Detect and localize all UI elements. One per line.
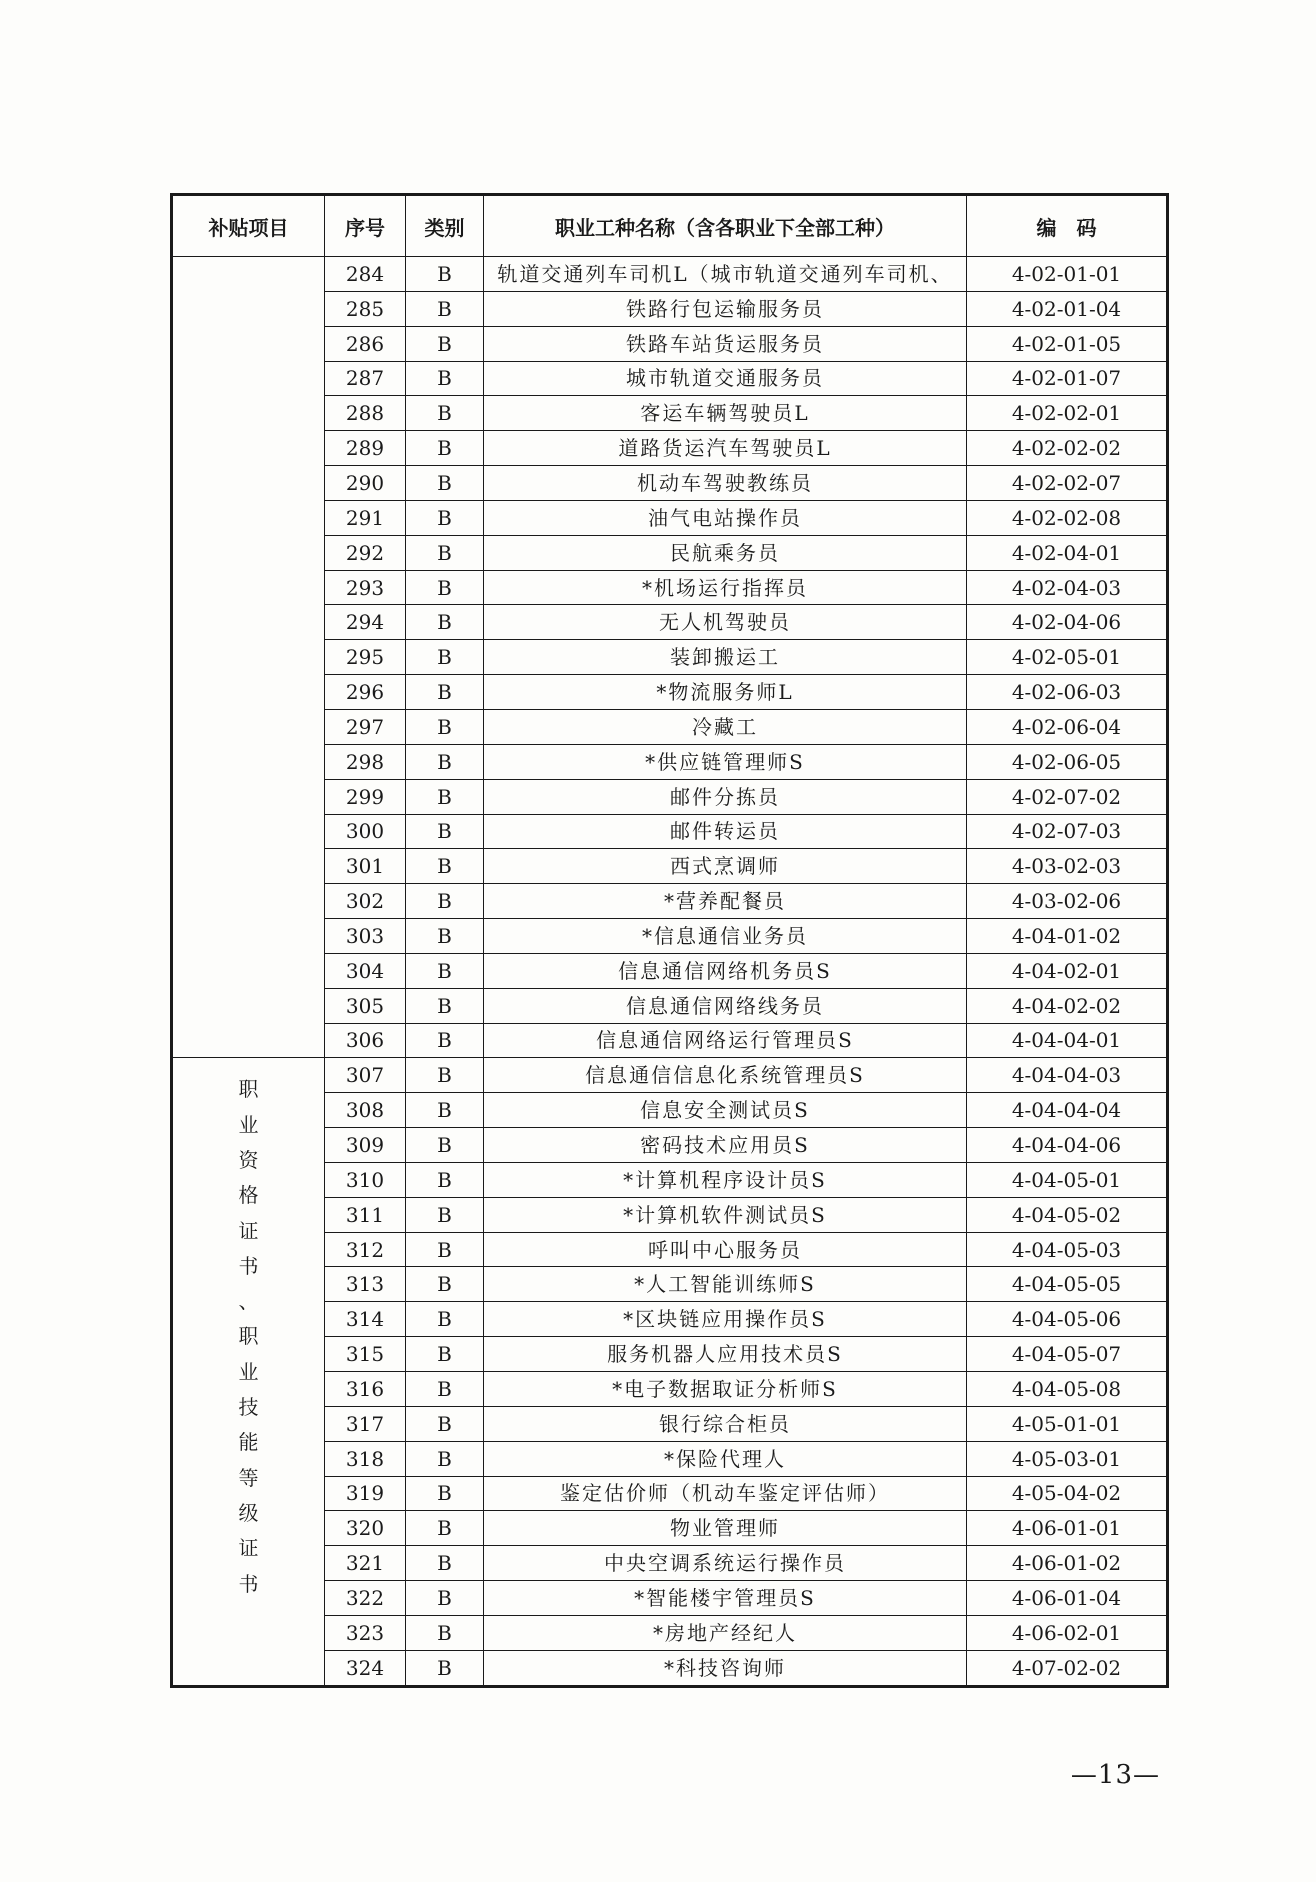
category-cell: B	[406, 814, 484, 849]
occupation-name-cell: *科技咨询师	[484, 1650, 967, 1686]
category-cell: B	[406, 953, 484, 988]
header-subsidy-item: 补贴项目	[172, 195, 325, 257]
occupation-name-cell: *机场运行指挥员	[484, 570, 967, 605]
subsidy-item-char: 业	[238, 1359, 259, 1384]
occupation-name-cell: *物流服务师L	[484, 675, 967, 710]
code-cell: 4-05-01-01	[967, 1406, 1168, 1441]
code-cell: 4-02-06-05	[967, 744, 1168, 779]
occupation-name-cell: *计算机程序设计员S	[484, 1162, 967, 1197]
subsidy-item-cell	[172, 1058, 325, 1686]
seq-cell: 311	[325, 1197, 406, 1232]
category-cell: B	[406, 1406, 484, 1441]
seq-cell: 290	[325, 466, 406, 501]
table-row	[172, 1058, 1168, 1093]
seq-cell: 298	[325, 744, 406, 779]
occupation-name-cell: 密码技术应用员S	[484, 1128, 967, 1163]
category-cell: B	[406, 779, 484, 814]
seq-cell: 324	[325, 1650, 406, 1686]
occupation-name-cell: 信息通信信息化系统管理员S	[484, 1058, 967, 1093]
category-cell: B	[406, 1337, 484, 1372]
subsidy-item-char: 能	[238, 1430, 259, 1455]
occupation-name-cell: 油气电站操作员	[484, 500, 967, 535]
occupation-name-cell: *智能楼宇管理员S	[484, 1581, 967, 1616]
code-cell: 4-02-04-03	[967, 570, 1168, 605]
category-cell: B	[406, 1372, 484, 1407]
subsidy-item-char: 格	[238, 1183, 259, 1208]
category-cell: B	[406, 431, 484, 466]
occupation-name-cell: 信息通信网络线务员	[484, 988, 967, 1023]
subsidy-item-char: 书	[238, 1253, 259, 1278]
category-cell: B	[406, 1302, 484, 1337]
seq-cell: 310	[325, 1162, 406, 1197]
code-cell: 4-04-05-08	[967, 1372, 1168, 1407]
category-cell: B	[406, 640, 484, 675]
code-cell: 4-04-05-03	[967, 1232, 1168, 1267]
category-cell: B	[406, 1581, 484, 1616]
seq-cell: 288	[325, 396, 406, 431]
category-cell: B	[406, 257, 484, 292]
seq-cell: 309	[325, 1128, 406, 1163]
seq-cell: 287	[325, 361, 406, 396]
seq-cell: 304	[325, 953, 406, 988]
seq-cell: 300	[325, 814, 406, 849]
seq-cell: 315	[325, 1337, 406, 1372]
category-cell: B	[406, 361, 484, 396]
subsidy-item-char: 资	[238, 1148, 259, 1172]
code-cell: 4-06-01-04	[967, 1581, 1168, 1616]
code-cell: 4-04-04-01	[967, 1023, 1168, 1058]
category-cell: B	[406, 1197, 484, 1232]
occupation-name-cell: *区块链应用操作员S	[484, 1302, 967, 1337]
table-header-row	[172, 195, 1168, 257]
category-cell: B	[406, 849, 484, 884]
code-cell: 4-02-07-03	[967, 814, 1168, 849]
seq-cell: 307	[325, 1058, 406, 1093]
table-row	[172, 257, 1168, 292]
header-seq: 序号	[325, 195, 406, 257]
subsidy-item-char: 证	[238, 1536, 259, 1561]
category-cell: B	[406, 1162, 484, 1197]
seq-cell: 299	[325, 779, 406, 814]
subsidy-item-cell-continued	[172, 257, 325, 1058]
occupation-name-cell: 信息安全测试员S	[484, 1093, 967, 1128]
category-cell: B	[406, 744, 484, 779]
code-cell: 4-02-02-02	[967, 431, 1168, 466]
seq-cell: 296	[325, 675, 406, 710]
subsidy-item-char: 职	[238, 1077, 259, 1102]
category-cell: B	[406, 605, 484, 640]
category-cell: B	[406, 988, 484, 1023]
occupation-name-cell: 铁路行包运输服务员	[484, 291, 967, 326]
code-cell: 4-04-04-06	[967, 1128, 1168, 1163]
code-cell: 4-04-01-02	[967, 919, 1168, 954]
occupation-name-cell: 呼叫中心服务员	[484, 1232, 967, 1267]
occupation-name-cell: 民航乘务员	[484, 535, 967, 570]
category-cell: B	[406, 291, 484, 326]
category-cell: B	[406, 1546, 484, 1581]
seq-cell: 292	[325, 535, 406, 570]
occupation-name-cell: 冷藏工	[484, 709, 967, 744]
occupation-name-cell: *供应链管理师S	[484, 744, 967, 779]
code-cell: 4-07-02-02	[967, 1650, 1168, 1686]
code-cell: 4-02-01-05	[967, 326, 1168, 361]
subsidy-item-char: 、	[238, 1289, 259, 1314]
category-cell: B	[406, 675, 484, 710]
subsidy-item-char: 证	[238, 1218, 259, 1243]
code-cell: 4-02-02-01	[967, 396, 1168, 431]
seq-cell: 320	[325, 1511, 406, 1546]
category-cell: B	[406, 1058, 484, 1093]
seq-cell: 321	[325, 1546, 406, 1581]
occupation-name-cell: 银行综合柜员	[484, 1406, 967, 1441]
code-cell: 4-02-01-04	[967, 291, 1168, 326]
code-cell: 4-02-04-01	[967, 535, 1168, 570]
page-number: —13—	[1070, 1760, 1160, 1790]
seq-cell: 308	[325, 1093, 406, 1128]
code-cell: 4-06-02-01	[967, 1615, 1168, 1650]
category-cell: B	[406, 466, 484, 501]
seq-cell: 297	[325, 709, 406, 744]
code-cell: 4-02-01-01	[967, 257, 1168, 292]
code-cell: 4-04-05-06	[967, 1302, 1168, 1337]
occupation-name-cell: *电子数据取证分析师S	[484, 1372, 967, 1407]
category-cell: B	[406, 919, 484, 954]
subsidy-item-char: 职	[238, 1324, 259, 1349]
category-cell: B	[406, 709, 484, 744]
category-cell: B	[406, 500, 484, 535]
seq-cell: 314	[325, 1302, 406, 1337]
seq-cell: 289	[325, 431, 406, 466]
category-cell: B	[406, 1267, 484, 1302]
occupation-name-cell: 信息通信网络机务员S	[484, 953, 967, 988]
code-cell: 4-02-04-06	[967, 605, 1168, 640]
subsidy-item-char: 级	[238, 1500, 259, 1525]
code-cell: 4-04-05-02	[967, 1197, 1168, 1232]
seq-cell: 285	[325, 291, 406, 326]
occupation-name-cell: *营养配餐员	[484, 884, 967, 919]
occupation-name-cell: 服务机器人应用技术员S	[484, 1337, 967, 1372]
seq-cell: 286	[325, 326, 406, 361]
table-body	[172, 257, 1168, 1687]
occupation-subsidy-table	[170, 193, 1169, 1688]
occupation-name-cell: *房地产经纪人	[484, 1615, 967, 1650]
code-cell: 4-02-05-01	[967, 640, 1168, 675]
subsidy-item-vertical-text	[173, 1058, 324, 1686]
code-cell: 4-06-01-02	[967, 1546, 1168, 1581]
seq-cell: 305	[325, 988, 406, 1023]
seq-cell: 323	[325, 1615, 406, 1650]
code-cell: 4-03-02-03	[967, 849, 1168, 884]
occupation-name-cell: 信息通信网络运行管理员S	[484, 1023, 967, 1058]
category-cell: B	[406, 884, 484, 919]
subsidy-item-char: 等	[238, 1465, 259, 1490]
code-cell: 4-02-02-07	[967, 466, 1168, 501]
occupation-name-cell: 鉴定估价师（机动车鉴定评估师）	[484, 1476, 967, 1511]
header-code: 编 码	[967, 195, 1168, 257]
category-cell: B	[406, 1232, 484, 1267]
category-cell: B	[406, 570, 484, 605]
seq-cell: 303	[325, 919, 406, 954]
category-cell: B	[406, 1476, 484, 1511]
seq-cell: 301	[325, 849, 406, 884]
seq-cell: 313	[325, 1267, 406, 1302]
code-cell: 4-04-04-04	[967, 1093, 1168, 1128]
occupation-name-cell: 西式烹调师	[484, 849, 967, 884]
seq-cell: 295	[325, 640, 406, 675]
category-cell: B	[406, 396, 484, 431]
code-cell: 4-05-04-02	[967, 1476, 1168, 1511]
code-cell: 4-02-06-03	[967, 675, 1168, 710]
seq-cell: 322	[325, 1581, 406, 1616]
code-cell: 4-02-01-07	[967, 361, 1168, 396]
code-cell: 4-04-05-01	[967, 1162, 1168, 1197]
seq-cell: 312	[325, 1232, 406, 1267]
code-cell: 4-04-02-01	[967, 953, 1168, 988]
occupation-name-cell: 物业管理师	[484, 1511, 967, 1546]
category-cell: B	[406, 1093, 484, 1128]
seq-cell: 319	[325, 1476, 406, 1511]
seq-cell: 302	[325, 884, 406, 919]
code-cell: 4-06-01-01	[967, 1511, 1168, 1546]
header-category: 类别	[406, 195, 484, 257]
category-cell: B	[406, 1441, 484, 1476]
code-cell: 4-02-07-02	[967, 779, 1168, 814]
code-cell: 4-04-05-07	[967, 1337, 1168, 1372]
seq-cell: 317	[325, 1406, 406, 1441]
category-cell: B	[406, 1615, 484, 1650]
category-cell: B	[406, 326, 484, 361]
occupation-name-cell: 邮件分拣员	[484, 779, 967, 814]
seq-cell: 284	[325, 257, 406, 292]
seq-cell: 291	[325, 500, 406, 535]
occupation-name-cell: 轨道交通列车司机L（城市轨道交通列车司机、	[484, 257, 967, 292]
seq-cell: 294	[325, 605, 406, 640]
occupation-name-cell: *计算机软件测试员S	[484, 1197, 967, 1232]
subsidy-item-char: 技	[238, 1395, 259, 1420]
occupation-name-cell: *信息通信业务员	[484, 919, 967, 954]
occupation-name-cell: 无人机驾驶员	[484, 605, 967, 640]
seq-cell: 293	[325, 570, 406, 605]
code-cell: 4-05-03-01	[967, 1441, 1168, 1476]
code-cell: 4-03-02-06	[967, 884, 1168, 919]
seq-cell: 316	[325, 1372, 406, 1407]
code-cell: 4-04-05-05	[967, 1267, 1168, 1302]
category-cell: B	[406, 1511, 484, 1546]
occupation-name-cell: 装卸搬运工	[484, 640, 967, 675]
occupation-name-cell: 客运车辆驾驶员L	[484, 396, 967, 431]
seq-cell: 306	[325, 1023, 406, 1058]
category-cell: B	[406, 1128, 484, 1163]
category-cell: B	[406, 535, 484, 570]
occupation-name-cell: 城市轨道交通服务员	[484, 361, 967, 396]
code-cell: 4-02-02-08	[967, 500, 1168, 535]
code-cell: 4-04-04-03	[967, 1058, 1168, 1093]
subsidy-item-char: 书	[238, 1571, 259, 1596]
category-cell: B	[406, 1650, 484, 1686]
occupation-name-cell: *人工智能训练师S	[484, 1267, 967, 1302]
seq-cell: 318	[325, 1441, 406, 1476]
occupation-name-cell: *保险代理人	[484, 1441, 967, 1476]
occupation-name-cell: 道路货运汽车驾驶员L	[484, 431, 967, 466]
occupation-name-cell: 中央空调系统运行操作员	[484, 1546, 967, 1581]
category-cell: B	[406, 1023, 484, 1058]
occupation-name-cell: 邮件转运员	[484, 814, 967, 849]
occupation-name-cell: 铁路车站货运服务员	[484, 326, 967, 361]
header-occupation-name: 职业工种名称（含各职业下全部工种）	[484, 195, 967, 257]
occupation-name-cell: 机动车驾驶教练员	[484, 466, 967, 501]
code-cell: 4-04-02-02	[967, 988, 1168, 1023]
code-cell: 4-02-06-04	[967, 709, 1168, 744]
subsidy-item-char: 业	[238, 1112, 259, 1137]
